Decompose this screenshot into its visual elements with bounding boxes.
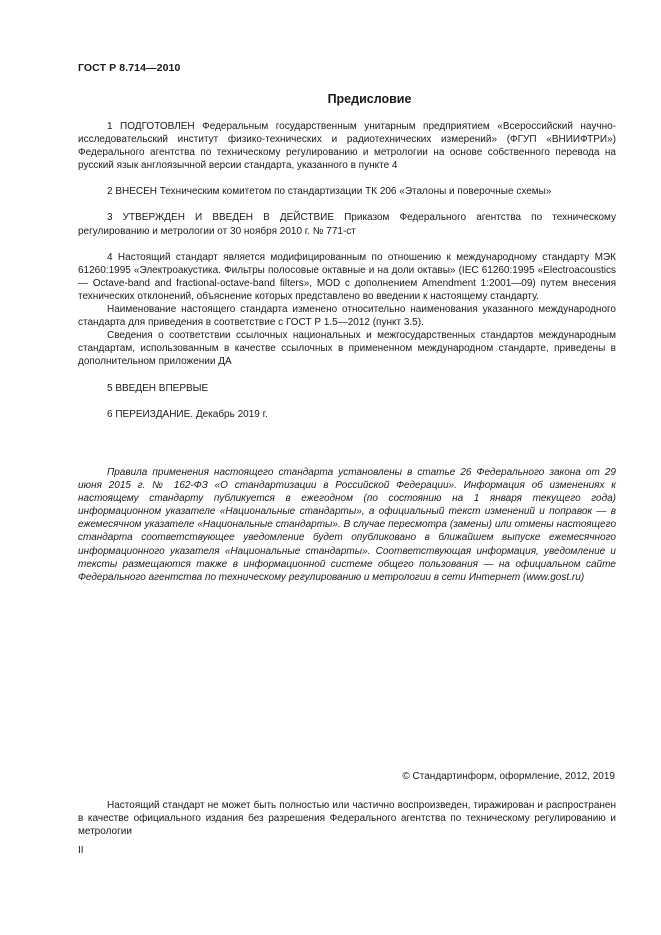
paragraph-4-name-change: Наименование настоящего стандарта изменено относительно наименования указанного международного стандарта для приведения в соответствие с ГОСТ Р 1.5—2012 (пункт 3.5). [78, 304, 616, 329]
paragraph-3: 3 УТВЕРЖДЕН И ВВЕДЕН В ДЕЙСТВИЕ Приказом Федерального агентства по техническому регулированию и метрологии от 30 ноября 2010 г. № 771-ст [78, 212, 616, 237]
reproduction-notice: Настоящий стандарт не может быть полностью или частично воспроизведен, тиражирован и распространен в качестве официального издания без разрешения Федерального агентства по техническому регулированию и метрологии [78, 800, 616, 838]
usage-rules-note: Правила применения настоящего стандарта установлены в статье 26 Федерального закона от 29 июня 2015 г. № 162-ФЗ «О стандартизации в Российской Федерации». Информация об изменениях к настоящему стандарту публикуется в ежегодном (по состоянию на 1 января текущего года) информационном указателе «Национальные стандарты», а официальный текст изменений и поправок — в ежемесячном указателе «Национальные стандарты». В случае пересмотра (замены) или отмены настоящего стандарта соответствующее уведомление будет опубликовано в ближайшем выпуске ежемесячного информационного указателя «Национальные стандарты». Соответствующая информация, уведомление и тексты размещаются также в информационной системе общего пользования — на официальном сайте Федерального агентства по техническому регулированию и метрологии в сети Интернет (www.gost.ru) [78, 467, 616, 583]
paragraph-1: 1 ПОДГОТОВЛЕН Федеральным государственным унитарным предприятием «Всероссийский научно-исследовательский институт физико-технических и радиотехнических измерений» (ФГУП «ВНИИФТРИ») Федерального агентства по техническому регулированию и метрологии на основе собственного перевода на русский язык англоязычной версии стандарта, указанного в пункте 4 [78, 121, 616, 172]
standard-header: ГОСТ Р 8.714—2010 [78, 62, 181, 74]
paragraph-6: 6 ПЕРЕИЗДАНИЕ. Декабрь 2019 г. [107, 408, 268, 420]
copyright-line: © Стандартинформ, оформление, 2012, 2019 [402, 771, 615, 782]
page-number: II [78, 845, 84, 856]
paragraph-4-references: Сведения о соответствии ссылочных национальных и межгосударственных стандартов международным стандартам, использованным в качестве ссылочных в примененном международном стандарте, приведены в дополнительном приложении ДА [78, 330, 616, 368]
paragraph-4: 4 Настоящий стандарт является модифицированным по отношению к международному стандарту МЭК 61260:1995 «Электроакустика. Фильтры полосовые октавные и на доли октавы» (IEC 61260:1995 «Electroacoustics — Octave-band and fractional-octave-band filters», MOD с дополнением Amendment 1:2001—09) путем внесения технических отклонений, объяснение которых представлено во введении к настоящему стандарту. [78, 251, 616, 302]
paragraph-5: 5 ВВЕДЕН ВПЕРВЫЕ [107, 382, 209, 394]
page-title: Предисловие [327, 92, 412, 106]
paragraph-2: 2 ВНЕСЕН Техническим комитетом по стандартизации ТК 206 «Эталоны и поверочные схемы» [107, 186, 552, 198]
preface-body [78, 120, 616, 421]
